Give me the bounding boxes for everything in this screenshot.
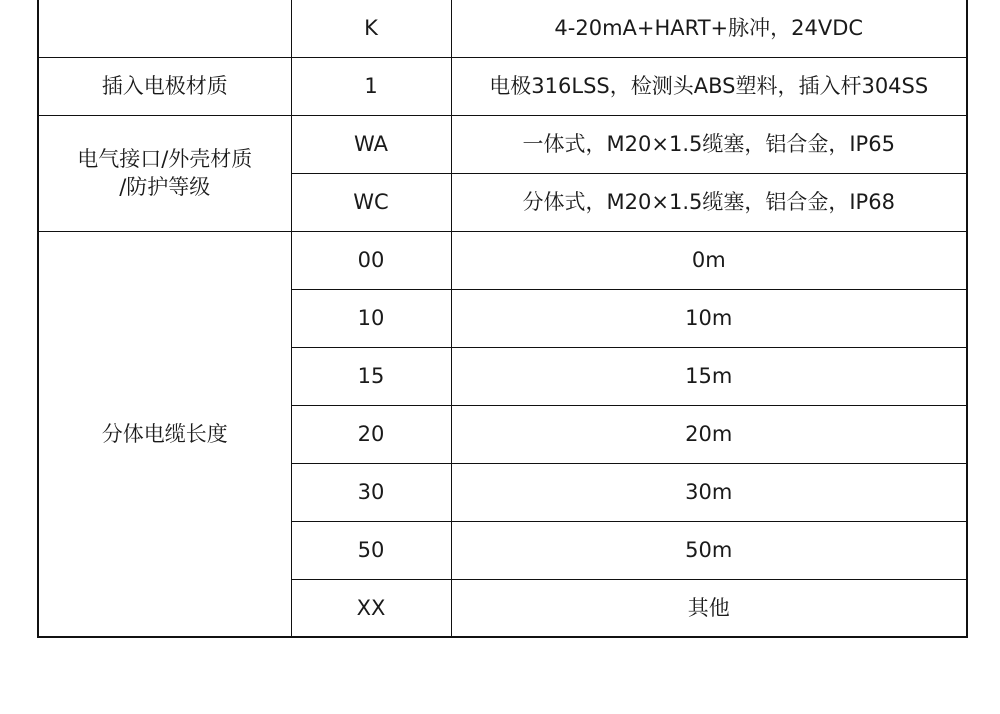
description-cell: 50m xyxy=(451,521,967,579)
group-cable-length: 分体电缆长度 xyxy=(38,231,291,637)
description-cell: 一体式，M20×1.5缆塞，铝合金，IP65 xyxy=(451,115,967,173)
group-interface-line2: /防护等级 xyxy=(119,175,211,199)
code-cell: 20 xyxy=(291,405,451,463)
description-cell: 30m xyxy=(451,463,967,521)
description-cell: 电极316LSS，检测头ABS塑料，插入杆304SS xyxy=(451,57,967,115)
code-cell: XX xyxy=(291,579,451,637)
description-cell: 20m xyxy=(451,405,967,463)
code-cell: 15 xyxy=(291,347,451,405)
code-cell: 00 xyxy=(291,231,451,289)
code-cell: 10 xyxy=(291,289,451,347)
code-cell: K xyxy=(291,0,451,57)
code-cell: 50 xyxy=(291,521,451,579)
group-output xyxy=(38,0,291,57)
description-cell: 其他 xyxy=(451,579,967,637)
code-cell: WC xyxy=(291,173,451,231)
table-row xyxy=(38,115,967,173)
description-cell: 0m xyxy=(451,231,967,289)
code-cell: 1 xyxy=(291,57,451,115)
description-cell: 4-20mA+HART+脉冲，24VDC xyxy=(451,0,967,57)
group-interface xyxy=(38,115,291,231)
group-insertion-material: 插入电极材质 xyxy=(38,57,291,115)
table-row xyxy=(38,231,967,289)
table-row xyxy=(38,0,967,57)
spec-table xyxy=(37,0,968,638)
group-interface-line1: 电气接口/外壳材质 xyxy=(77,147,253,171)
code-cell: 30 xyxy=(291,463,451,521)
description-cell: 10m xyxy=(451,289,967,347)
description-cell: 分体式，M20×1.5缆塞，铝合金，IP68 xyxy=(451,173,967,231)
table-row xyxy=(38,57,967,115)
description-cell: 15m xyxy=(451,347,967,405)
code-cell: WA xyxy=(291,115,451,173)
